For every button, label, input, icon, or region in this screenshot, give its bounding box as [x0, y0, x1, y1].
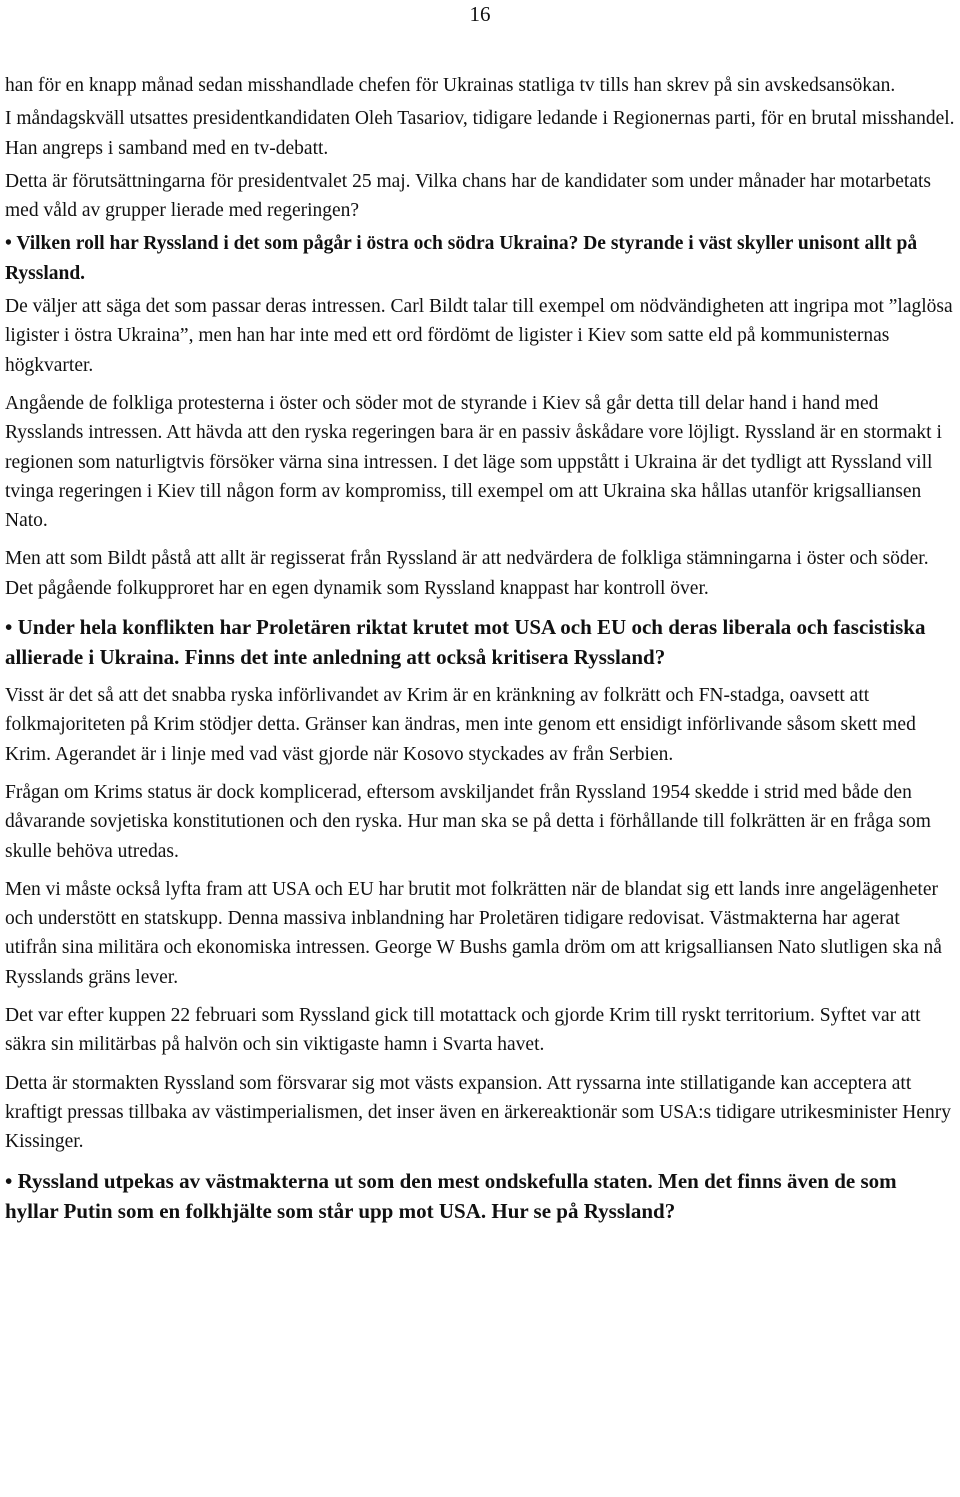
- interview-question: • Vilken roll har Ryssland i det som pågår i östra och södra Ukraina? De styrande i väst skyller unisont allt på Ryssland.: [5, 233, 918, 284]
- paragraph: Detta är förutsättningarna för presidentvalet 25 maj. Vilka chans har de kandidater som under månader har motarbetats med våld av grupper lierade med regeringen?: [5, 170, 932, 222]
- paragraph: I måndagskväll utsattes presidentkandidaten Oleh Tasariov, tidigare ledande i Regionernas parti, för en brutal misshandel. Han angreps i samband med en tv-debatt.: [5, 108, 955, 159]
- paragraph: De väljer att säga det som passar deras intressen. Carl Bildt talar till exempel om nödvändigheten att ingripa mot ”laglösa ligister i östra Ukraina”, men han har inte med ett ord fördömt de ligister i Kiev som satte eld på kommunisternas högkvarter.: [5, 296, 953, 376]
- paragraph: Angående de folkliga protesterna i öster och söder mot de styrande i Kiev så går detta till delar hand i hand med Rysslands intressen. Att hävda att den ryska regeringen bara är en passiv åskådare vore löjligt. Ryssland är en stormakt i regionen som naturligtvis försöker värna sina intressen. I det läge som uppstått i Ukraina är det tydligt att Ryssland vill tvinga regeringen i Kiev till någon form av kompromiss, till exempel om att Ukraina ska hållas utanför krigsalliansen Nato.: [5, 392, 942, 532]
- paragraph: han för en knapp månad sedan misshandlade chefen för Ukrainas statliga tv tills han skrev på sin avskedsansökan.: [5, 75, 896, 96]
- interview-question: • Ryssland utpekas av västmakterna ut som den mest ondskefulla staten. Men det finns även de som hyllar Putin som en folkhjälte som står upp mot USA. Hur se på Ryssland?: [5, 1168, 897, 1223]
- paragraph: Men att som Bildt påstå att allt är regisserat från Ryssland är att nedvärdera de folkliga stämningarna i öster och söder. Det pågående folkupproret har en egen dynamik som Ryssland knappast har kontroll över.: [5, 548, 929, 599]
- document-body: [5, 71, 955, 1226]
- page-number: 16: [469, 2, 491, 26]
- paragraph: Detta är stormakten Ryssland som försvarar sig mot västs expansion. Att ryssarna inte stillatigande kan acceptera att kraftigt pressas tillbaka av västimperialismen, det inser även en ärkereaktionär som USA:s tidigare utrikesminister Henry Kissinger.: [5, 1072, 952, 1153]
- interview-question: • Under hela konflikten har Proletären riktat krutet mot USA och EU och deras liberala och fascistiska allierade i Ukraina. Finns det inte anledning att också kritisera Ryssland?: [5, 615, 926, 670]
- paragraph: Visst är det så att det snabba ryska införlivandet av Krim är en kränkning av folkrätt och FN-stadga, oavsett att folkmajoriteten på Krim stödjer detta. Gränser kan ändras, men inte genom ett ensidigt införlivande såsom skett med Krim. Agerandet är i linje med vad väst gjorde när Kosovo styckades av från Serbien.: [5, 685, 916, 765]
- paragraph: Men vi måste också lyfta fram att USA och EU har brutit mot folkrätten när de blandat sig ett lands inre angelägenheter och understött en statskupp. Denna massiva inblandning har Proletären tidigare redovisat. Västmakterna har agerat utifrån sina militära och ekonomiska intressen. George W Bushs gamla dröm om att krigsalliansen Nato slutligen ska nå Rysslands gräns lever.: [5, 878, 942, 988]
- paragraph: Frågan om Krims status är dock komplicerad, eftersom avskiljandet från Ryssland 1954 skedde i strid med både den dåvarande sovjetiska konstitutionen och den ryska. Hur man ska se på detta i förhållande till folkrätten är en fråga som skulle behöva utredas.: [5, 781, 931, 862]
- paragraph: Det var efter kuppen 22 februari som Ryssland gick till motattack och gjorde Krim till ryskt territorium. Syftet var att säkra sin militärbas på halvön och sin viktigaste hamn i Svarta havet.: [5, 1005, 921, 1056]
